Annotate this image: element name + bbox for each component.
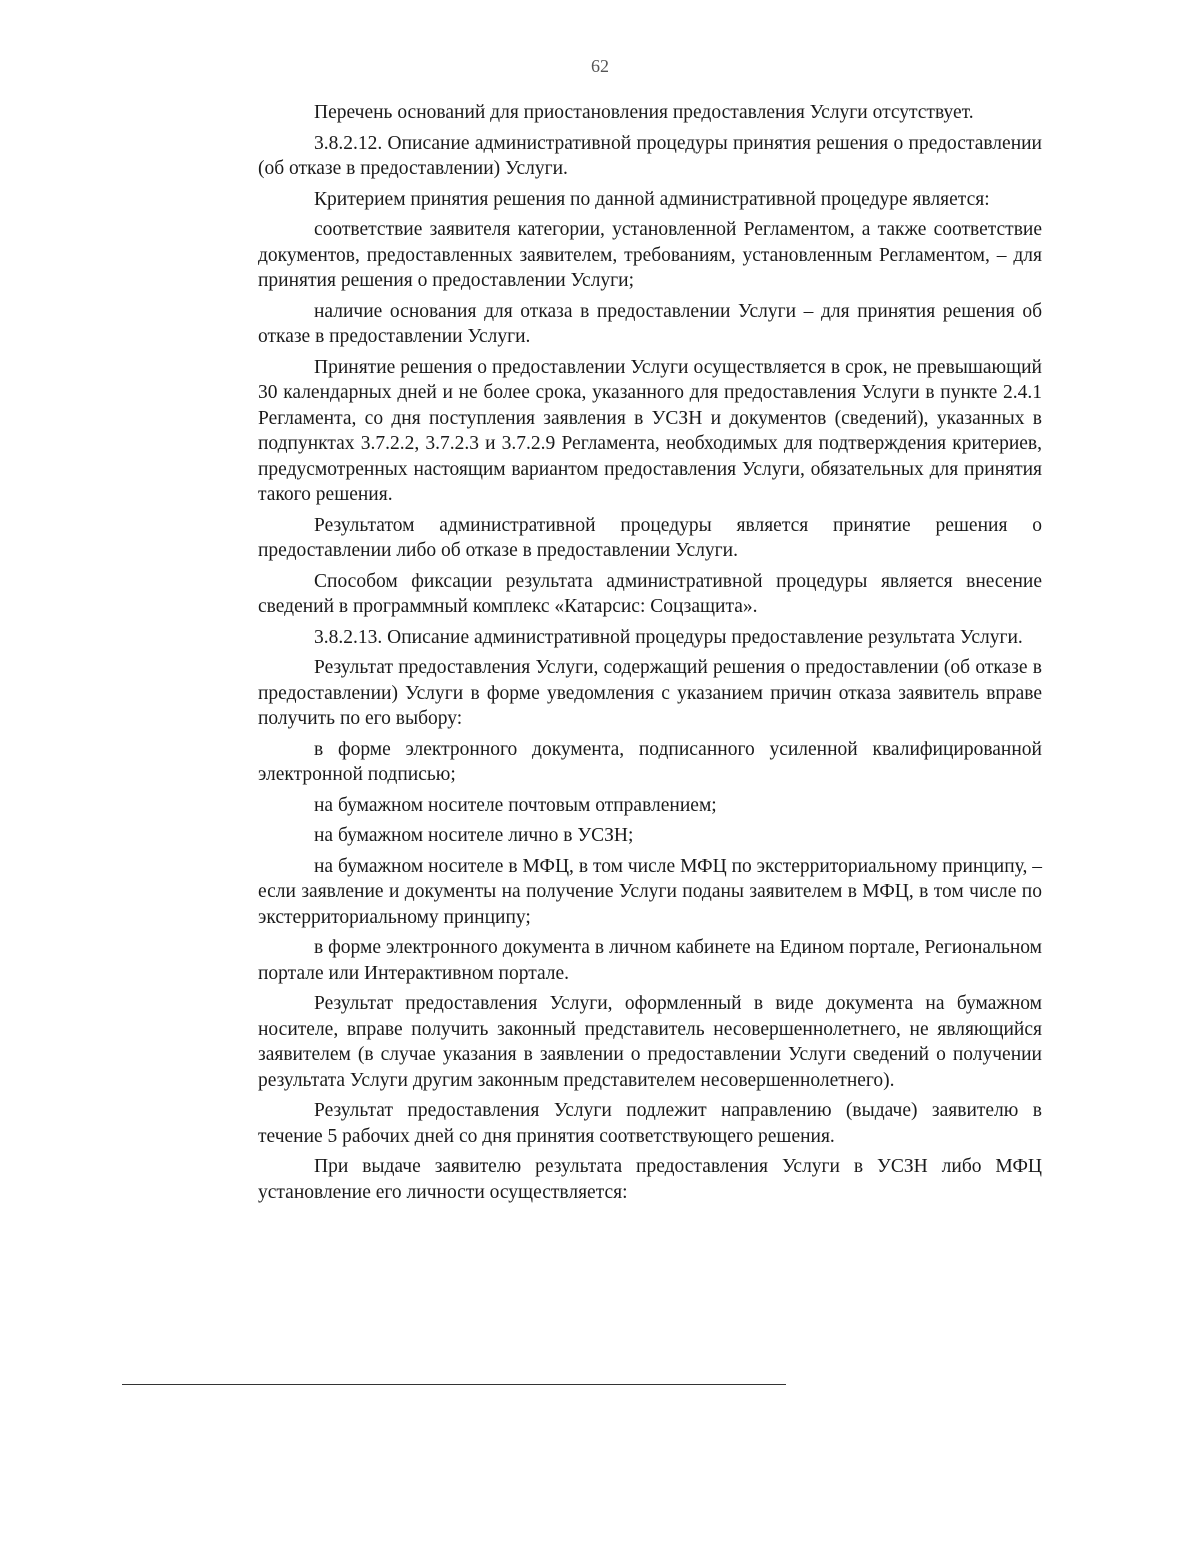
- paragraph: Принятие решения о предоставлении Услуги осуществляется в срок, не превышающий 30 календарных дней и не более срока, указанного для предоставления Услуги в пункте 2.4.1 Регламента, со дня поступления заявления в УСЗН и документов (сведений), указанных в подпунктах 3.7.2.2, 3.7.2.3 и 3.7.2.9 Регламента, необходимых для подтверждения критериев, предусмотренных настоящим вариантом предоставления Услуги, обязательных для принятия такого решения.: [258, 356, 1042, 505]
- paragraph: на бумажном носителе почтовым отправлением;: [314, 794, 717, 816]
- paragraph: Результат предоставления Услуги подлежит направлению (выдаче) заявителю в течение 5 рабочих дней со дня принятия соответствующего решения.: [258, 1100, 1042, 1147]
- paragraph: 3.8.2.12. Описание административной процедуры принятия решения о предоставлении (об отказе в предоставлении) Услуги.: [258, 132, 1042, 179]
- paragraph: соответствие заявителя категории, установленной Регламентом, а также соответствие документов, предоставленных заявителем, требованиям, установленным Регламентом, – для принятия решения о предоставлении Услуги;: [258, 219, 1042, 291]
- footnote-separator-line: [122, 1384, 786, 1385]
- paragraph: Результатом административной процедуры является принятие решения о предоставлении либо об отказе в предоставлении Услуги.: [258, 514, 1042, 561]
- paragraph: Критерием принятия решения по данной административной процедуре является:: [314, 188, 990, 210]
- paragraph: Способом фиксации результата административной процедуры является внесение сведений в программный комплекс «Катарсис: Соцзащита».: [258, 570, 1042, 617]
- paragraph: на бумажном носителе в МФЦ, в том числе МФЦ по экстерриториальному принципу, – если заявление и документы на получение Услуги поданы заявителем в МФЦ, в том числе по экстерриториальному принципу;: [258, 855, 1042, 928]
- paragraph: на бумажном носителе лично в УСЗН;: [314, 825, 634, 846]
- paragraph: в форме электронного документа в личном кабинете на Едином портале, Региональном портале или Интерактивном портале.: [258, 937, 1042, 984]
- paragraph: Результат предоставления Услуги, оформленный в виде документа на бумажном носителе, вправе получить законный представитель несовершеннолетнего, не являющийся заявителем (в случае указания в заявлении о предоставлении Услуги сведений о получении результата Услуги другим законным представителем несовершеннолетнего).: [258, 993, 1042, 1091]
- paragraph: Перечень оснований для приостановления предоставления Услуги отсутствует.: [314, 102, 974, 123]
- paragraph: Результат предоставления Услуги, содержащий решения о предоставлении (об отказе в предоставлении) Услуги в форме уведомления с указанием причин отказа заявитель вправе получить по его выбору:: [258, 657, 1042, 729]
- paragraph: 3.8.2.13. Описание административной процедуры предоставление результата Услуги.: [314, 626, 1023, 648]
- paragraph: в форме электронного документа, подписанного усиленной квалифицированной электронной подписью;: [258, 738, 1042, 785]
- paragraph: При выдаче заявителю результата предоставления Услуги в УСЗН либо МФЦ установление его личности осуществляется:: [258, 1156, 1042, 1203]
- document-body: [258, 100, 1042, 1210]
- paragraph: наличие основания для отказа в предоставлении Услуги – для принятия решения об отказе в предоставлении Услуги.: [258, 300, 1042, 347]
- page-number: 62: [591, 56, 609, 76]
